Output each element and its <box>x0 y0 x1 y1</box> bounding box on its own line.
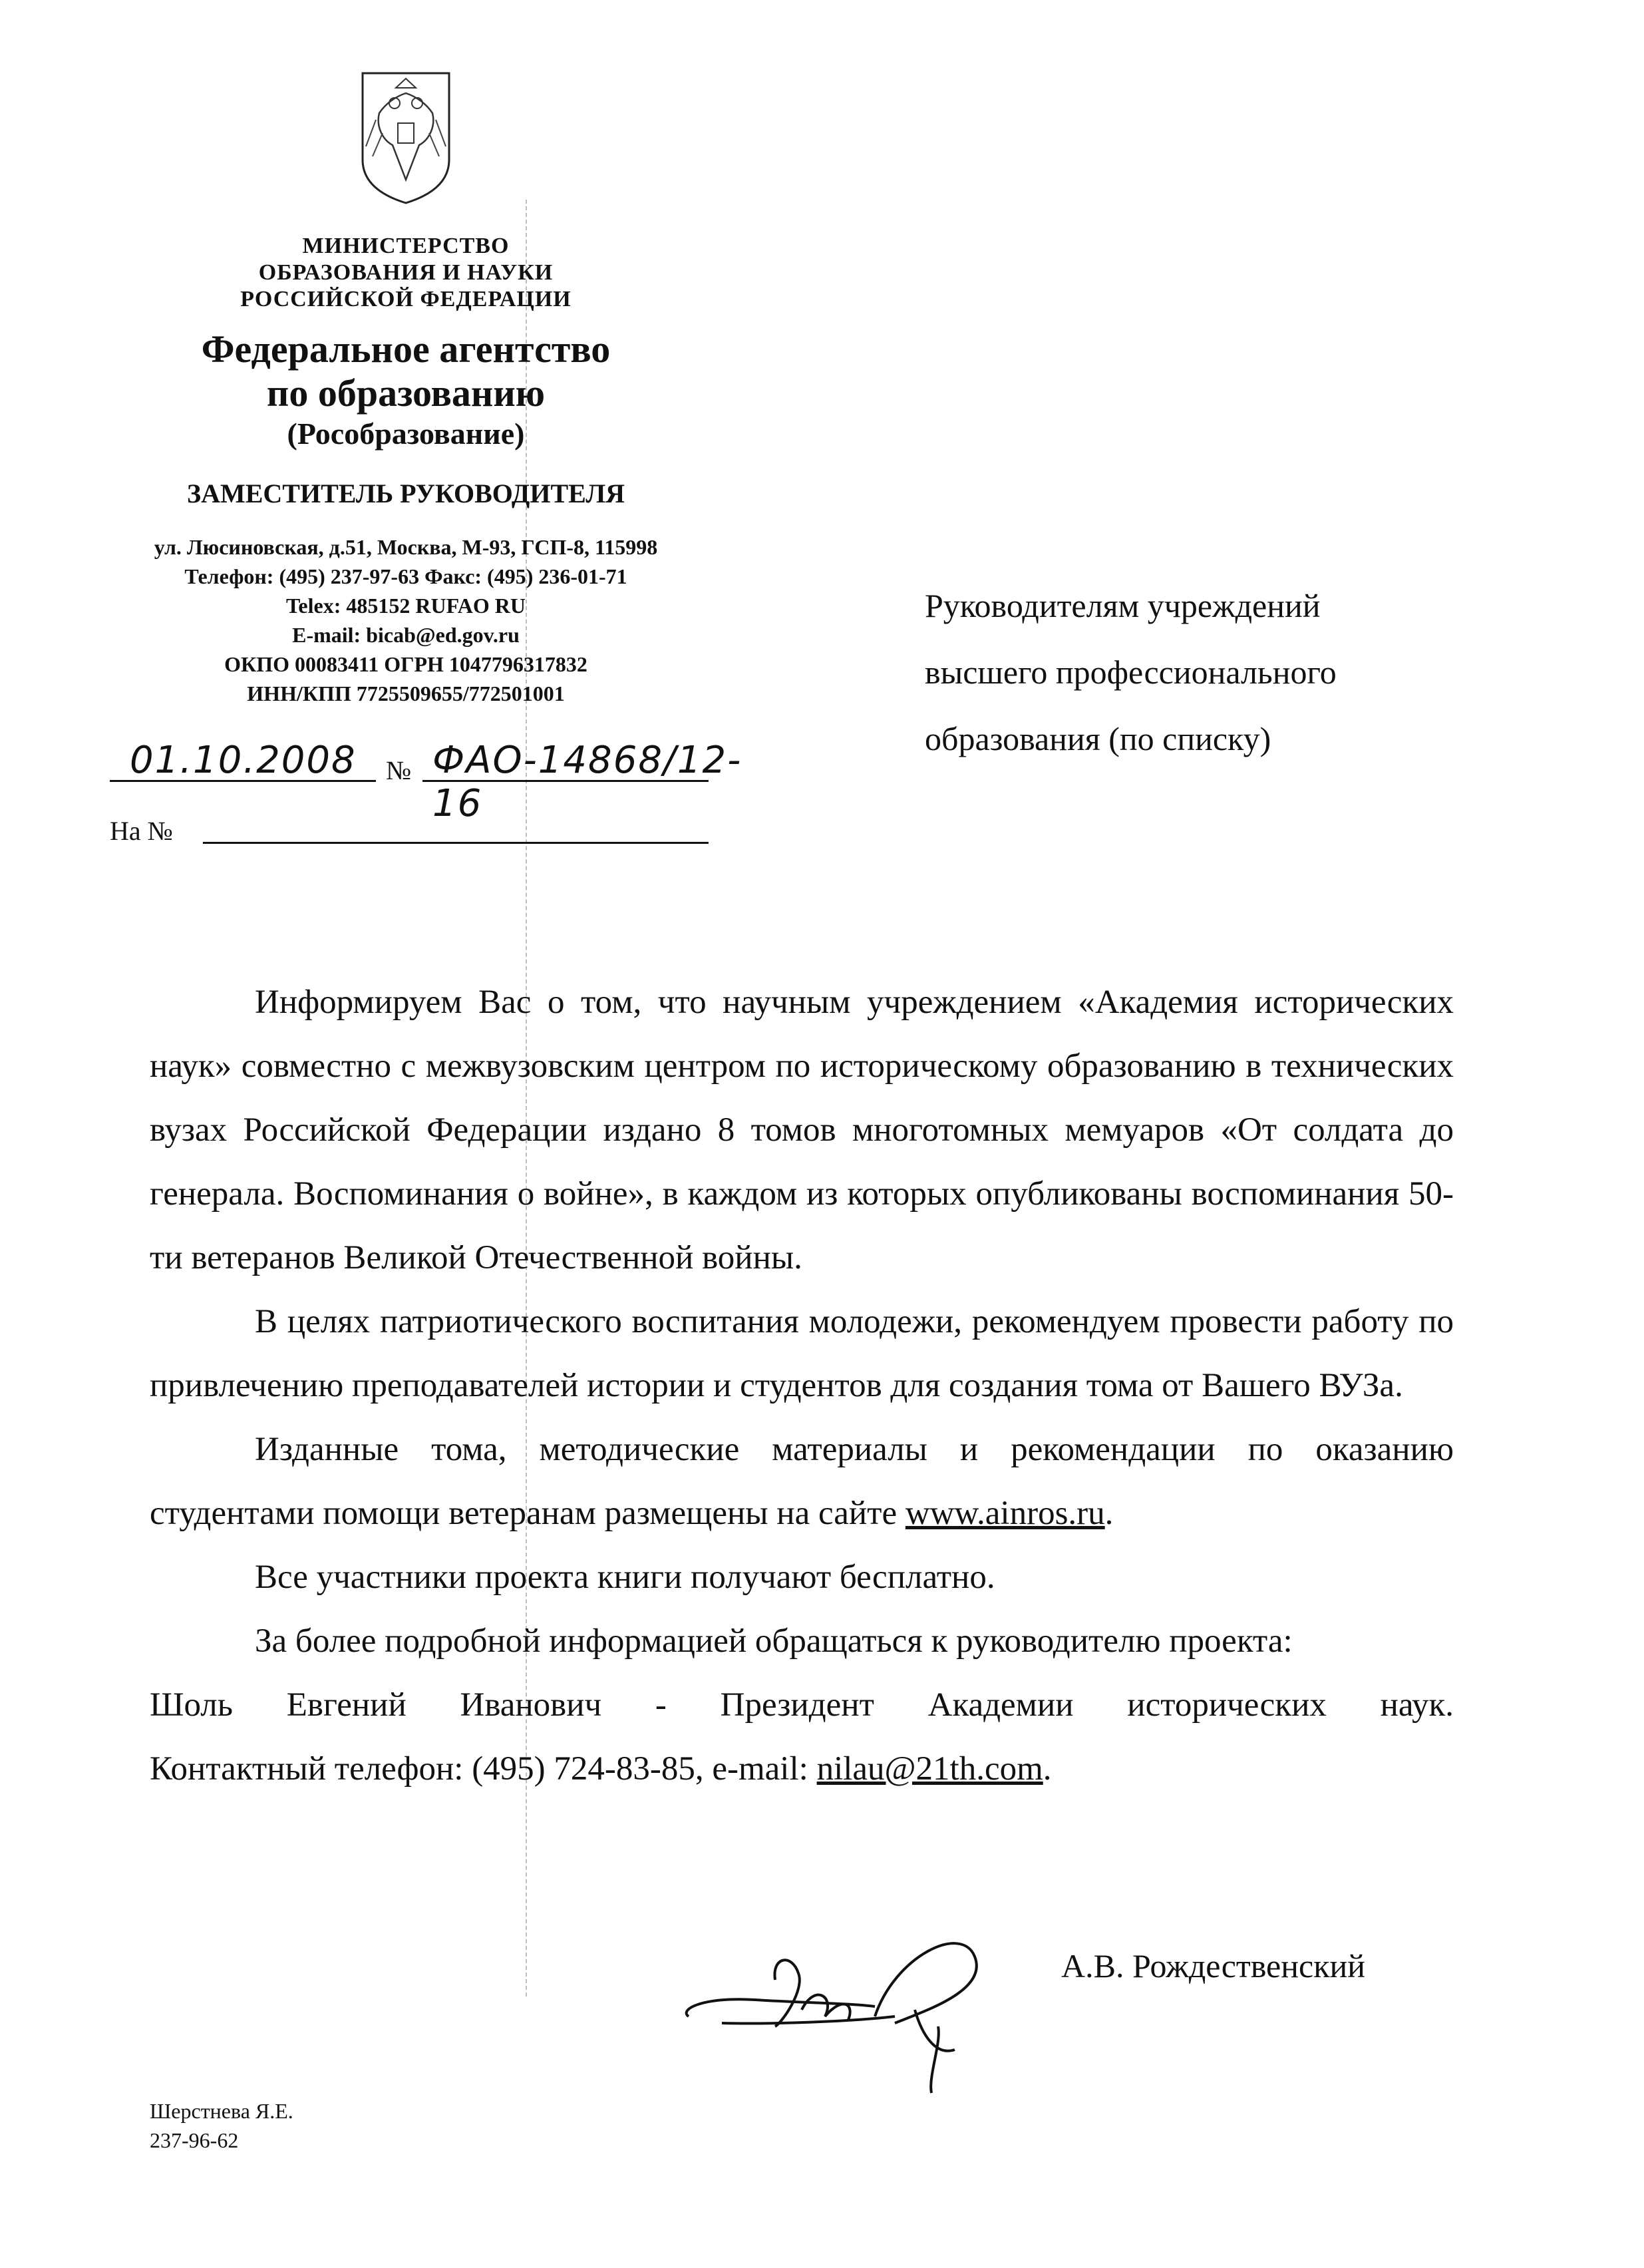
agency-name-line-1: Федеральное агентство <box>201 327 611 371</box>
inn-kpp: ИНН/КПП 7725509655/772501001 <box>247 681 565 705</box>
phones: Телефон: (495) 237-97-63 Факс: (495) 236-01-71 <box>184 564 627 588</box>
coat-of-arms-icon <box>356 67 456 206</box>
ministry-line-1: МИНИСТЕРСТВО <box>302 234 510 258</box>
letterhead <box>100 67 712 708</box>
paragraph-7-end: . <box>1043 1750 1052 1788</box>
okpo-ogrn: ОКПО 00083411 ОГРН 1047796317832 <box>224 652 587 676</box>
signer-name: А.В. Рождественский <box>1061 1947 1366 1984</box>
telex: Telex: 485152 RUFAO RU <box>286 594 526 618</box>
in-reply-label: На № <box>110 816 173 846</box>
ministry-line-3: РОССИЙСКОЙ ФЕДЕРАЦИИ <box>240 287 572 311</box>
paragraph-3 <box>150 1418 1454 1545</box>
sender-position: ЗАМЕСТИТЕЛЬ РУКОВОДИТЕЛЯ <box>186 478 625 508</box>
registration-date: 01.10.2008 <box>130 739 357 782</box>
in-reply-underline <box>203 842 709 844</box>
paragraph-1: Информируем Вас о том, что научным учреждением «Академия исторических наук» совместно с межвузовским центром по историческому образованию в технических вузах Российской Федерации издано 8 томов многотомных мемуаров «От солдата до генерала. Воспоминания о войне», в каждом из которых опубликованы воспоминания 50-ти ветеранов Великой Отечественной войны. <box>150 984 1454 1276</box>
handwritten-signature <box>675 1917 1021 2116</box>
agency-name-line-2: по образованию <box>266 371 546 415</box>
paragraph-7 <box>150 1737 1454 1801</box>
paragraph-4: Все участники проекта книги получают бесплатно. <box>255 1559 995 1596</box>
paragraph-2: В целях патриотического воспитания молодежи, рекомендуем провести работу по привлечению преподавателей истории и студентов для создания тома от Вашего ВУЗа. <box>150 1303 1454 1404</box>
paragraph-3-text: Изданные тома, методические материалы и рекомендации по оказанию студентами помощи ветеранам размещены на сайте <box>150 1431 1454 1532</box>
sender-contacts <box>100 532 712 708</box>
registration-line <box>110 739 742 825</box>
executor-phone: 237-96-62 <box>150 2128 239 2152</box>
paragraph-5: За более подробной информацией обращаться к руководителю проекта: <box>255 1622 1293 1660</box>
ministry-line-2: ОБРАЗОВАНИЯ И НАУКИ <box>258 260 554 285</box>
addressee-block <box>925 572 1430 772</box>
website-link[interactable]: www.ainros.ru <box>905 1495 1105 1532</box>
addressee-line-1: Руководителям учреждений <box>925 587 1321 624</box>
number-label: № <box>386 755 412 785</box>
agency-short-name: (Рособразование) <box>287 417 525 451</box>
addressee-line-2: высшего профессионального <box>925 654 1337 691</box>
email: E-mail: bicab@ed.gov.ru <box>292 623 520 647</box>
number-underline <box>422 780 709 782</box>
addressee-line-3: образования (по списку) <box>925 720 1271 757</box>
contact-phone-text: Контактный телефон: (495) 724-83-85, e-mail: <box>150 1750 817 1788</box>
letter-body <box>150 970 1454 1801</box>
executor-name: Шерстнева Я.Е. <box>150 2099 293 2123</box>
paragraph-3-end: . <box>1104 1495 1114 1532</box>
in-reply-line <box>110 815 709 847</box>
contact-email-link[interactable]: nilau@21th.com <box>816 1750 1043 1788</box>
executor-block <box>150 2096 293 2155</box>
date-underline <box>110 780 376 782</box>
paragraph-6: Шоль Евгений Иванович - Президент Академии исторических наук. <box>150 1686 1454 1724</box>
address: ул. Люсиновская, д.51, Москва, М-93, ГСП-8, 115998 <box>154 535 658 559</box>
registration-number: ФАО-14868/12-16 <box>432 739 742 825</box>
